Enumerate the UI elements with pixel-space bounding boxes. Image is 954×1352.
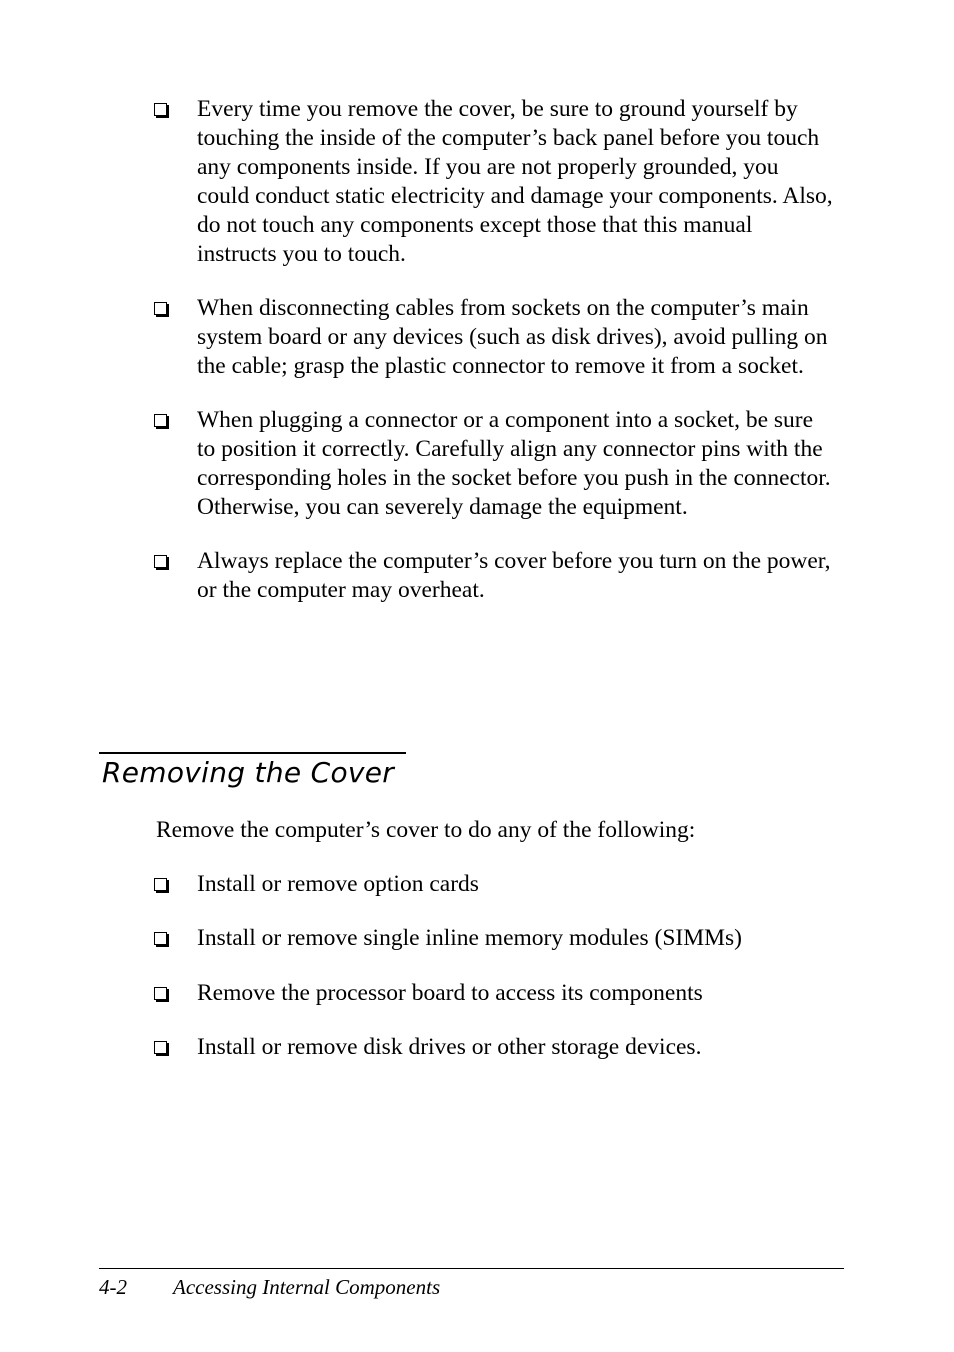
checkbox-bullet-icon: [154, 1041, 167, 1054]
list-item-text: When plugging a connector or a component into a socket, be sure to position it correctly. Carefully align any connector pins with the corresponding holes in the socket before you push in the connector. Otherwise, you can severely damage the equipment.: [197, 407, 831, 520]
checkbox-bullet-icon: [154, 987, 167, 1000]
precautions-list: [154, 95, 834, 605]
list-item-text: When disconnecting cables from sockets on the computer’s main system board or any devices (such as disk drives), avoid pulling on the cable; grasp the plastic connector to remove it from a socket.: [197, 295, 828, 379]
checkbox-bullet-icon: [154, 414, 167, 427]
list-item: [154, 294, 834, 381]
list-item: [154, 406, 834, 522]
chapter-title: Accessing Internal Components: [173, 1275, 441, 1299]
page-footer: [99, 1273, 440, 1301]
checkbox-bullet-icon: [154, 555, 167, 568]
list-item-text: Install or remove option cards: [197, 871, 479, 897]
checkbox-bullet-icon: [154, 932, 167, 945]
checkbox-bullet-icon: [154, 878, 167, 891]
page-number: 4-2: [99, 1275, 127, 1299]
checkbox-bullet-icon: [154, 103, 167, 116]
section-title: Removing the Cover: [102, 756, 395, 789]
list-item-text: Every time you remove the cover, be sure to ground yourself by touching the inside of the computer’s back panel before you touch any components inside. If you are not properly grounded, you could conduct static electricity and damage your components. Also, do not touch any components except those that this manual instructs you to touch.: [197, 96, 833, 267]
list-item-text: Always replace the computer’s cover before you turn on the power, or the computer may overheat.: [197, 548, 831, 603]
list-item: [154, 547, 834, 605]
list-item-text: Install or remove disk drives or other storage devices.: [197, 1034, 702, 1060]
list-item: [154, 924, 834, 953]
list-item-text: Remove the processor board to access its components: [197, 980, 703, 1006]
list-item: [154, 95, 834, 269]
list-item-text: Install or remove single inline memory modules (SIMMs): [197, 925, 742, 951]
footer-divider: [99, 1268, 844, 1269]
list-item: [154, 870, 834, 899]
section-intro: Remove the computer’s cover to do any of the following:: [156, 817, 696, 843]
checkbox-bullet-icon: [154, 302, 167, 315]
list-item: [154, 1033, 834, 1062]
list-item: [154, 979, 834, 1008]
reasons-list: [154, 870, 834, 1062]
